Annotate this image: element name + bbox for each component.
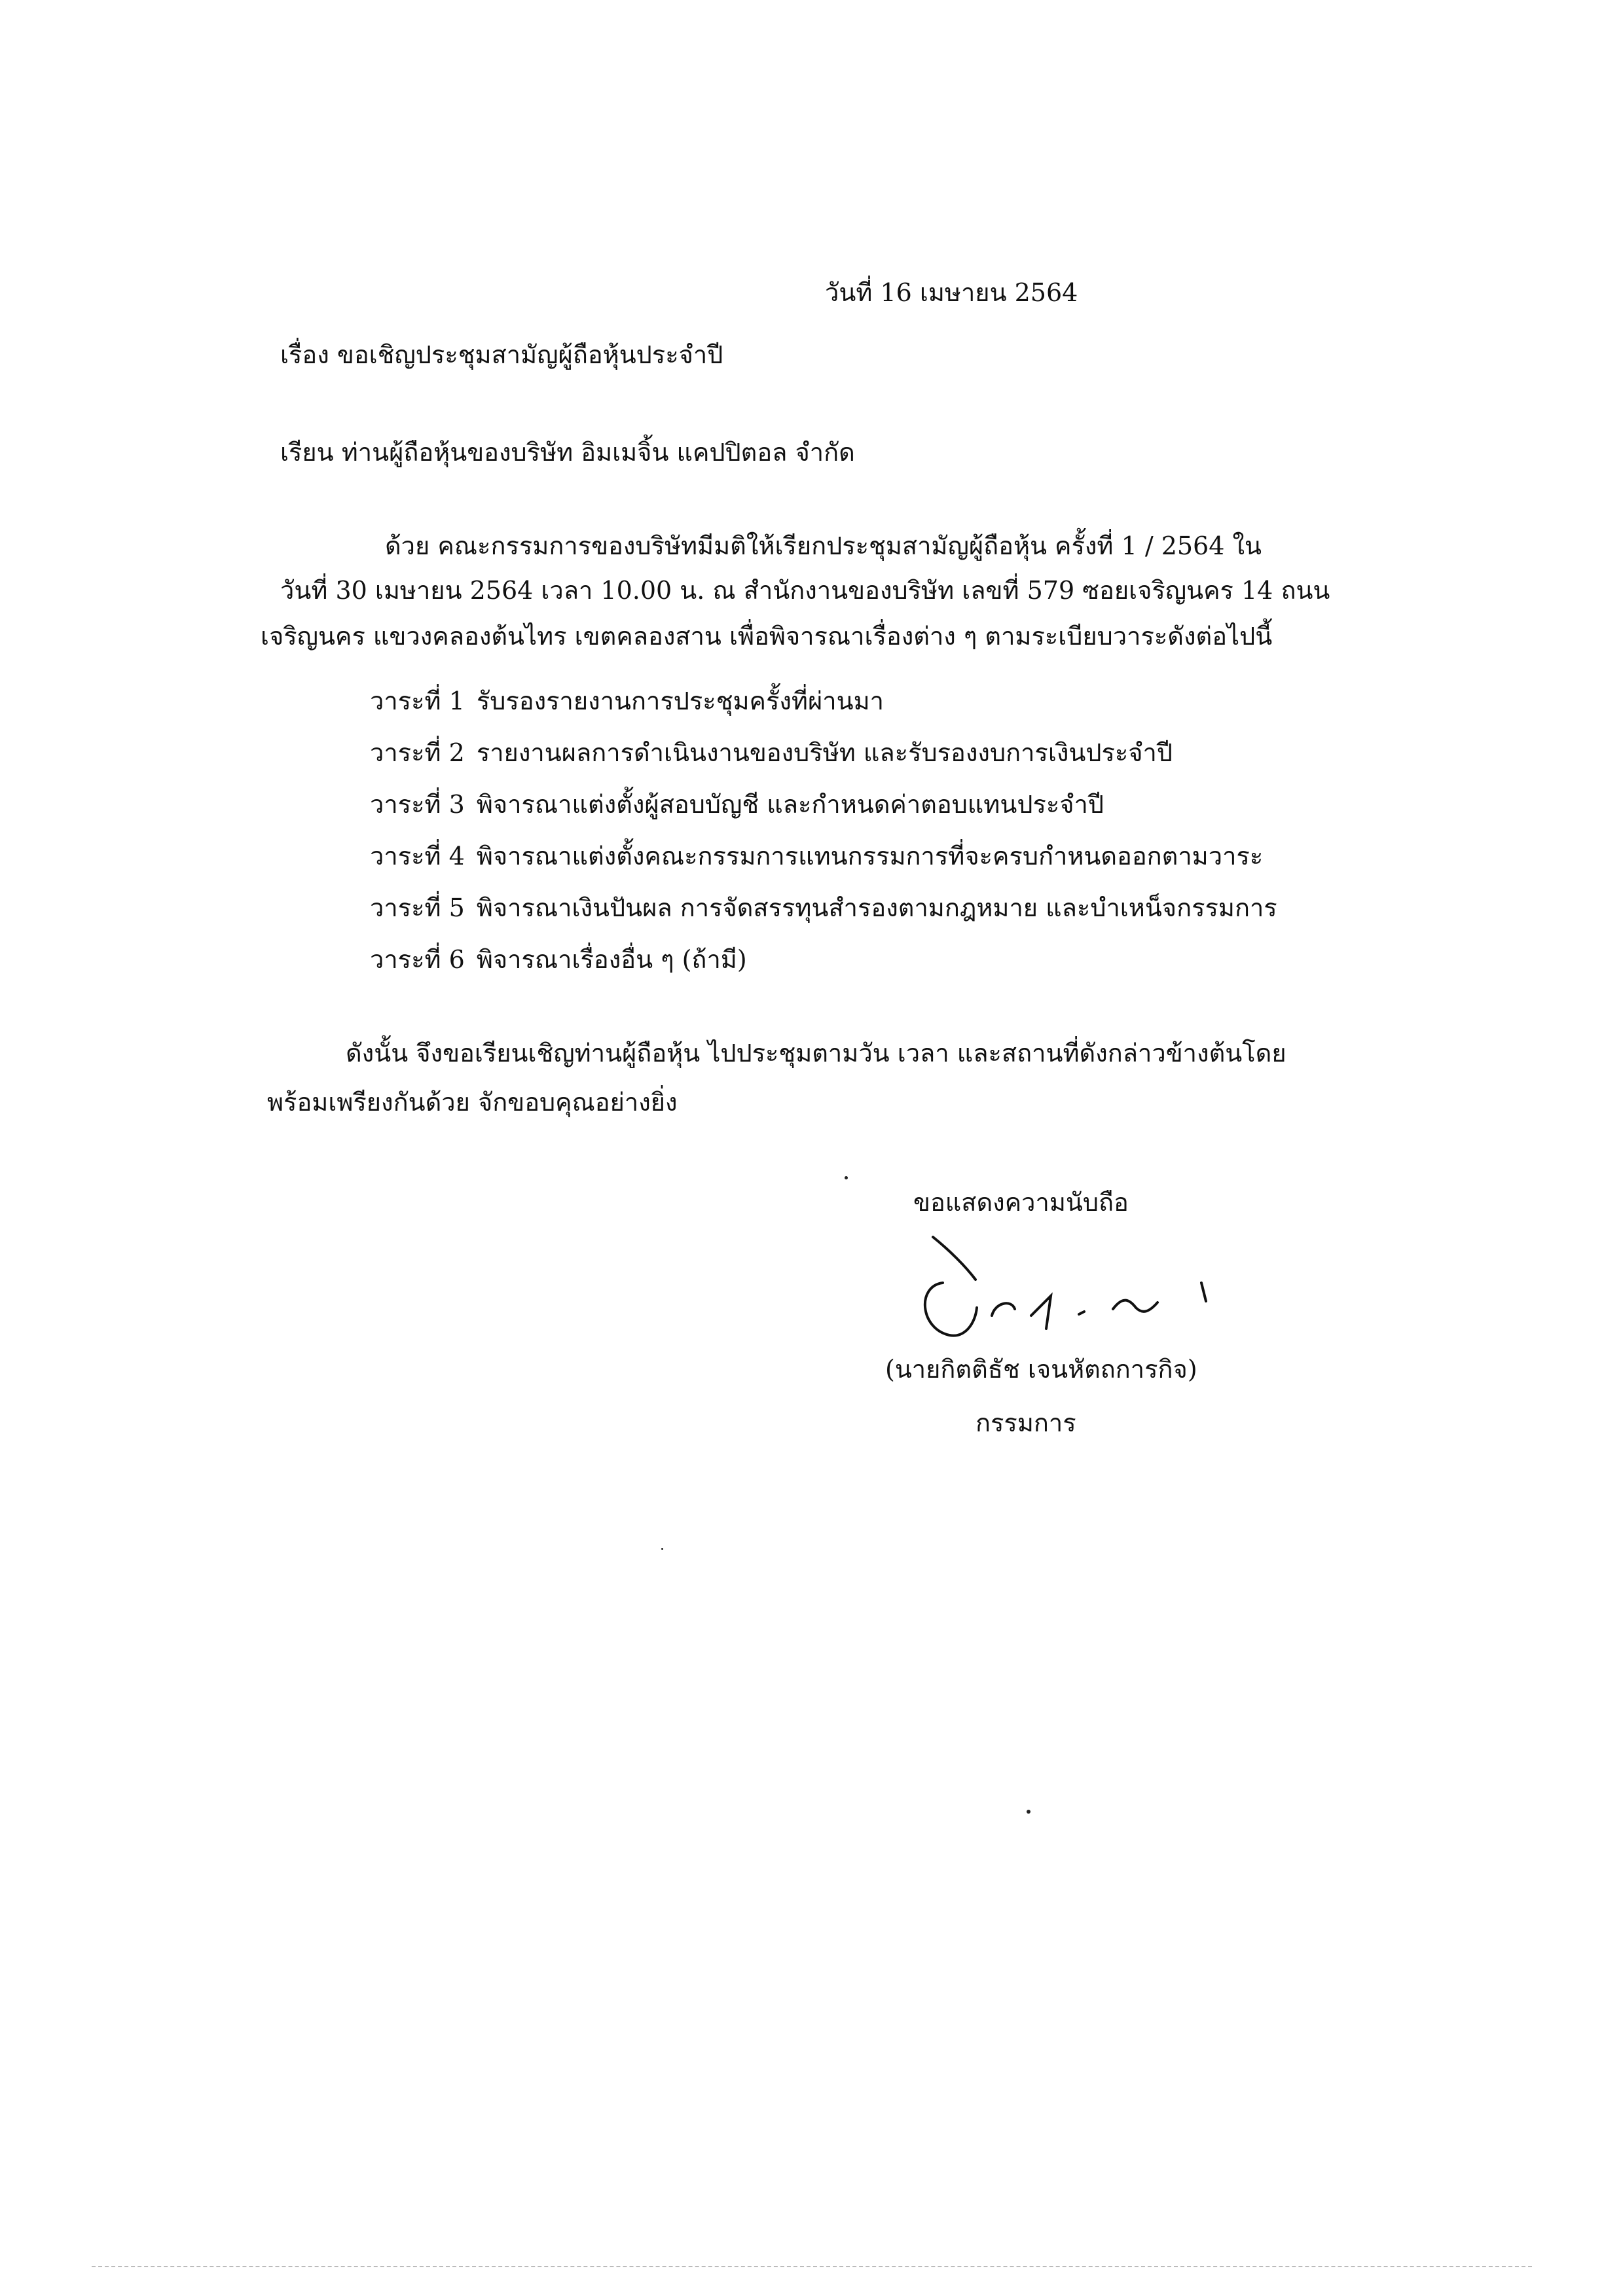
- agenda-item: [370, 836, 1277, 888]
- agenda-item: [370, 939, 1277, 991]
- invitation-line: พร้อมเพรียงกันด้วย จักขอบคุณอย่างยิ่ง: [267, 1088, 678, 1117]
- agenda-number: วาระที่ 2: [370, 738, 465, 767]
- agenda-item: [370, 784, 1277, 836]
- letter-date: วันที่ 16 เมษายน 2564: [825, 278, 1078, 307]
- agenda-number: วาระที่ 3: [370, 790, 465, 819]
- agenda-text: รายงานผลการดำเนินงานของบริษัท และรับรองงบการเงินประจำปี: [476, 738, 1173, 767]
- agenda-text: พิจารณาแต่งตั้งคณะกรรมการแทนกรรมการที่จะครบกำหนดออกตามวาระ: [476, 842, 1264, 870]
- intro-line: เจริญนคร แขวงคลองต้นไทร เขตคลองสาน เพื่อพิจารณาเรื่องต่าง ๆ ตามระเบียบวาระดังต่อไปนี้: [261, 622, 1273, 651]
- invitation-line: ดังนั้น จึงขอเรียนเชิญท่านผู้ถือหุ้น ไปประชุมตามวัน เวลา และสถานที่ดังกล่าวข้างต้นโดย: [346, 1039, 1286, 1067]
- letter-subject: เรื่อง ขอเชิญประชุมสามัญผู้ถือหุ้นประจำปี: [280, 340, 723, 369]
- agenda-item: [370, 888, 1277, 939]
- agenda-number: วาระที่ 1: [370, 687, 465, 715]
- intro-line: ด้วย คณะกรรมการของบริษัทมีมติให้เรียกประชุมสามัญผู้ถือหุ้น ครั้งที่ 1 / 2564 ใน: [385, 531, 1262, 560]
- agenda-number: วาระที่ 5: [370, 893, 465, 922]
- scan-speck: [661, 1548, 663, 1550]
- agenda-number: วาระที่ 6: [370, 945, 465, 974]
- agenda-number: วาระที่ 4: [370, 842, 465, 870]
- intro-line: วันที่ 30 เมษายน 2564 เวลา 10.00 น. ณ สำนักงานของบริษัท เลขที่ 579 ซอยเจริญนคร 14 ถนน: [280, 576, 1330, 605]
- agenda-item: [370, 732, 1277, 784]
- agenda-text: พิจารณาเงินปันผล การจัดสรรทุนสำรองตามกฎหมาย และบำเหน็จกรรมการ: [476, 893, 1277, 922]
- agenda-list: [370, 681, 1277, 991]
- scan-edge-line: [92, 2266, 1532, 2267]
- signatory-name: (นายกิตติธัช เจนหัตถการกิจ): [885, 1355, 1197, 1384]
- agenda-item: [370, 681, 1277, 732]
- handwritten-signature: [903, 1230, 1244, 1361]
- agenda-text: รับรองรายงานการประชุมครั้งที่ผ่านมา: [476, 687, 884, 715]
- signatory-title: กรรมการ: [976, 1408, 1076, 1437]
- agenda-text: พิจารณาแต่งตั้งผู้สอบบัญชี และกำหนดค่าตอบแทนประจำปี: [476, 790, 1104, 819]
- closing-phrase: ขอแสดงความนับถือ: [913, 1188, 1129, 1217]
- agenda-text: พิจารณาเรื่องอื่น ๆ (ถ้ามี): [476, 945, 747, 974]
- letter-recipient: เรียน ท่านผู้ถือหุ้นของบริษัท อิมเมจิ้น แคปปิตอล จำกัด: [280, 438, 855, 467]
- scan-speck: [845, 1176, 848, 1179]
- scan-speck: [1027, 1810, 1030, 1814]
